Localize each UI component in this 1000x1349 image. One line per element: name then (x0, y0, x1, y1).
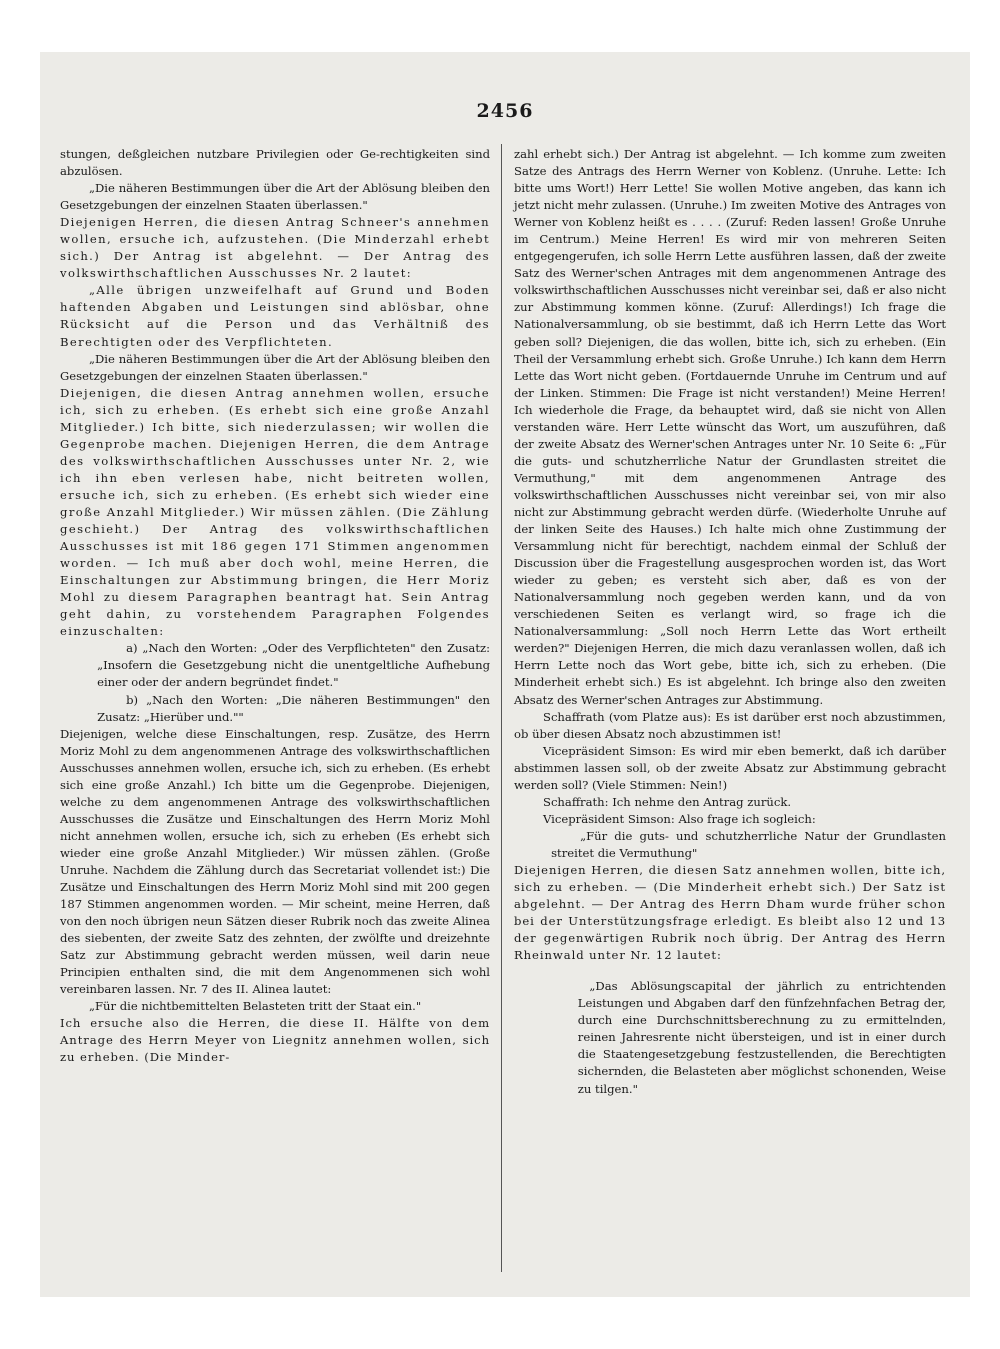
newspaper-page (40, 52, 970, 1297)
paragraph: Diejenigen, welche diese Einschaltungen, resp. Zusätze, des Herrn Moriz Mohl zu dem angenommenen Antrage des volkswirthschaftlichen Ausschusses annehmen wollen, ersuche ich, sich zu erheben. (Es erhebt sich eine große Anzahl.) Ich bitte um die Gegenprobe. Diejenigen, welche zu dem angenommenen Antrage des volkswirthschaftlichen Ausschusses die Zusätze und Einschaltungen des Herrn Moriz Mohl nicht annehmen wollen, ersuche ich, sich zu erheben (Es erhebt sich wieder eine große Anzahl Mitglieder.) Wir müssen zählen. (Große Unruhe. Nachdem die Zählung durch das Secretariat vollendet ist:) Die Zusätze und Einschaltungen des Herrn Moriz Mohl sind mit 200 gegen 187 Stimmen angenommen worden. — Mir scheint, meine Herren, daß von den noch übrigen neun Sätzen dieser Rubrik noch das zweite Alinea des siebenten, der zweite Satz des zehnten, der zwölfte und dreizehnte Satz zur Abstimmung gebracht werden müssen, weil darin neue Principien enthalten sind, die mit dem Angenommenen sich wohl vereinbaren lassen. Nr. 7 des II. Alinea lautet: (60, 726, 490, 997)
paragraph: b) „Nach den Worten: „Die näheren Bestimmungen" den Zusatz: „Hierüber und."" (97, 692, 490, 724)
paragraph: „Für die guts- und schutzherrliche Natur der Grundlasten streitet die Vermuthung" (551, 828, 946, 860)
paragraph: zahl erhebt sich.) Der Antrag ist abgelehnt. — Ich komme zum zweiten Satze des Antrags des Herrn Werner von Koblenz. (Unruhe. Lette: Ich bitte ums Wort!) Herr Lette! Sie wollen Motive angeben, das kann ich jetzt nicht mehr zulassen. (Unruhe.) Im zweiten Motive des Antrages von Werner von Koblenz heißt es . . . . (Zuruf: Reden lassen! Große Unruhe im Centrum.) Meine Herren! Es wird mir von mehreren Seiten entgegengerufen, ich solle Herrn Lette ausführen lassen, daß der zweite Satz des Werner'schen Antrages mit dem angenommenen Antrage des volkswirthschaftlichen Ausschusses nicht vereinbar sei, daß er also nicht zur Abstimmung kommen könne. (Zuruf: Allerdings!) Ich frage die Nationalversammlung, ob sie bestimmt, daß ich Herrn Lette das Wort geben soll? Diejenigen, die das wollen, bitte ich, sich zu erheben. (Ein Theil der Versammlung erhebt sich. Große Unruhe.) Ich kann dem Herrn Lette das Wort nicht geben. (Fortdauernde Unruhe im Centrum und auf der Linken. Stimmen: Die Frage ist nicht verstanden!) Meine Herren! Ich wiederhole die Frage, da behauptet wird, daß sie nicht von Allen verstanden wäre. Herr Lette wünscht das Wort, um auszuführen, daß der zweite Absatz des Werner'schen Antrages unter Nr. 10 Seite 6: „Für die guts- und schutzherrliche Natur der Grundlasten streitet die Vermuthung," mit dem angenommenen Antrage des volkswirthschaftlichen Ausschusses nicht vereinbar sei, von mir also nicht zur Abstimmung gebracht werden dürfe. (Wiederholte Unruhe auf der linken Seite des Hauses.) Ich halte mich ohne Zustimmung der Versammlung nicht für berechtigt, nachdem einmal der Schluß der Discussion über die Fragestellung ausgesprochen worden ist, das Wort wieder zu geben; es versteht sich aber, daß es von der Nationalversammlung noch gegeben werden kann, und da von verschiedenen Seiten es verlangt wird, so frage ich die Nationalversammlung: „Soll noch Herrn Lette das Wort ertheilt werden?" Diejenigen Herren, die mich dazu veranlassen wollen, daß ich Herrn Lette noch das Wort gebe, bitte ich, sich zu erheben. (Die Minderheit erhebt sich.) Es ist abgelehnt. Ich bringe also den zweiten Absatz des Werner'schen Antrages zur Abstimmung. (514, 147, 946, 707)
paragraph: Vicepräsident Simson: Also frage ich sogleich: (543, 811, 816, 826)
paragraph: Ich ersuche also die Herren, die diese II. Hälfte von dem Antrage des Herrn Meyer von Liegnitz annehmen wollen, sich zu erheben. (Die Minder- (60, 1016, 490, 1065)
paragraph: a) „Nach den Worten: „Oder des Verpflichteten" den Zusatz: „Insofern die Gesetzgebung nicht die unentgeltliche Aufhebung einer oder der andern begründet findet." (97, 641, 490, 690)
page-number: 2456 (476, 100, 534, 122)
paragraph: „Die näheren Bestimmungen über die Art der Ablösung bleiben den Gesetzgebungen der einzelnen Staaten überlassen." (60, 181, 490, 213)
paragraph: „Die näheren Bestimmungen über die Art der Ablösung bleiben den Gesetzgebungen der einzelnen Staaten überlassen." (60, 351, 490, 383)
paragraph: „Das Ablösungscapital der jährlich zu entrichtenden Leistungen und Abgaben darf den fünfzehnfachen Betrag der, durch eine Durchschnittsberechnung zu zu ermittelnden, reinen Jahresrente nicht übersteigen, und ist in einer durch die Staatengesetzgebung festzustellenden, die Berechtigten sichernden, die Belasteten aber möglichst schonenden, Weise zu tilgen." (577, 979, 946, 1096)
paragraph: „Für die nichtbemittelten Belasteten tritt der Staat ein." (89, 999, 422, 1014)
spacer (514, 964, 946, 978)
paragraph: Schaffrath: Ich nehme den Antrag zurück. (543, 794, 792, 809)
paragraph: Diejenigen Herren, die diesen Satz annehmen wollen, bitte ich, sich zu erheben. — (Die Minderheit erhebt sich.) Der Satz ist abgelehnt. — Der Antrag des Herrn Dham wurde früher schon bei der Unterstützungsfrage erledigt. Es bleibt also 12 und 13 der gegenwärtigen Rubrik noch übrig. Der Antrag des Herrn Rheinwald unter Nr. 12 lautet: (514, 862, 946, 963)
paragraph: Vicepräsident Simson: Es wird mir eben bemerkt, daß ich darüber abstimmen lassen soll, ob der zweite Absatz zur Abstimmung gebracht werden soll? (Viele Stimmen: Nein!) (514, 743, 946, 792)
paragraph: Diejenigen Herren, die diesen Antrag Schneer's annehmen wollen, ersuche ich, aufzustehen. (Die Minderzahl erhebt sich.) Der Antrag ist abgelehnt. — Der Antrag des volkswirthschaftlichen Ausschusses Nr. 2 lautet: (60, 215, 490, 281)
right-column (514, 146, 946, 1098)
left-column (60, 146, 490, 1067)
column-rule (501, 144, 502, 1272)
paragraph: „Alle übrigen unzweifelhaft auf Grund und Boden haftenden Abgaben und Leistungen sind ablösbar, ohne Rücksicht auf die Person und das Verhältniß des Berechtigten oder des Verpflichteten. (60, 283, 490, 349)
paragraph: stungen, deßgleichen nutzbare Privilegien oder Ge-rechtigkeiten sind abzulösen. (60, 147, 490, 179)
paragraph: Schaffrath (vom Platze aus): Es ist darüber erst noch abzustimmen, ob über diesen Absatz noch abzustimmen ist! (514, 709, 946, 741)
paragraph: Diejenigen, die diesen Antrag annehmen wollen, ersuche ich, sich zu erheben. (Es erhebt sich eine große Anzahl Mitglieder.) Ich bitte, sich niederzulassen; wir wollen die Gegenprobe machen. Diejenigen Herren, die dem Antrage des volkswirthschaftlichen Ausschusses unter Nr. 2, wie ich ihn eben verlesen habe, nicht beitreten wollen, ersuche ich, sich zu erheben. (Es erhebt sich wieder eine große Anzahl Mitglieder.) Wir müssen zählen. (Die Zählung geschieht.) Der Antrag des volkswirthschaftlichen Ausschusses ist mit 186 gegen 171 Stimmen angenommen worden. — Ich muß aber doch wohl, meine Herren, die Einschaltungen zur Abstimmung bringen, die Herr Moriz Mohl zu diesem Paragraphen beantragt hat. Sein Antrag geht dahin, zu vorstehendem Paragraphen Folgendes einzuschalten: (60, 385, 490, 639)
